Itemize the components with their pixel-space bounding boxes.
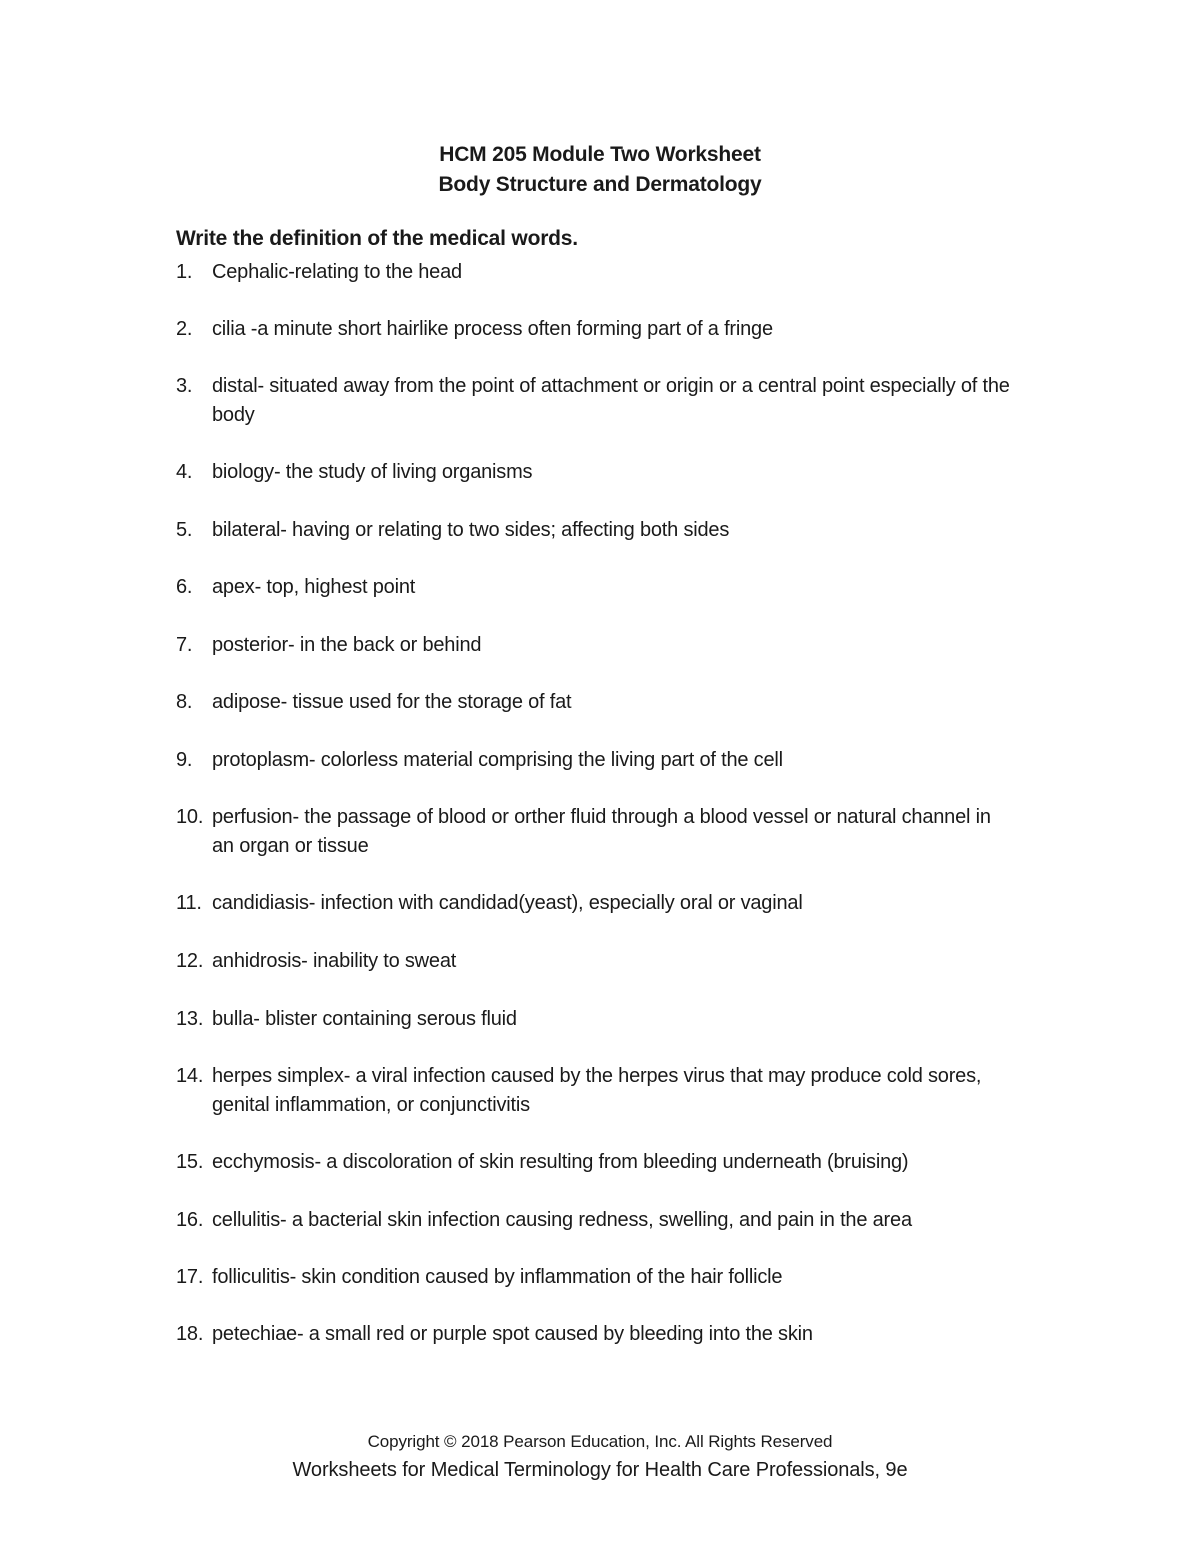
item-number: 11. [176,892,202,914]
list-item [176,631,1016,660]
book-title-line: Worksheets for Medical Terminology for Health Care Professionals, 9e [292,1459,908,1481]
item-text: candidiasis- infection with candidad(yeast), especially oral or vaginal [212,892,803,914]
item-number: 5. [176,519,193,541]
page-footer [0,1429,1200,1485]
item-text: ecchymosis- a discoloration of skin resulting from bleeding underneath (bruising) [212,1151,909,1173]
list-item [176,573,1016,602]
item-number: 7. [176,634,193,656]
list-item [176,803,1016,861]
item-text: distal- situated away from the point of attachment or origin or a central point especially of the body [212,375,1010,426]
list-item [176,1206,1016,1235]
item-text: bulla- blister containing serous fluid [212,1008,517,1030]
item-text: folliculitis- skin condition caused by inflammation of the hair follicle [212,1266,783,1288]
list-item [176,516,1016,545]
item-number: 8. [176,691,193,713]
item-number: 14. [176,1065,204,1087]
item-text: posterior- in the back or behind [212,634,482,656]
item-number: 12. [176,950,204,972]
item-text: anhidrosis- inability to sweat [212,950,457,972]
item-text: herpes simplex- a viral infection caused by the herpes virus that may produce cold sores, genital inflammation, or conjunctivitis [212,1065,982,1116]
item-text: apex- top, highest point [212,576,416,598]
item-number: 4. [176,461,193,483]
instruction-heading: Write the definition of the medical words. [176,227,578,250]
list-item [176,889,1016,918]
list-item [176,258,1016,287]
item-number: 17. [176,1266,204,1288]
list-item [176,688,1016,717]
list-item [176,1005,1016,1034]
item-text: perfusion- the passage of blood or orther fluid through a blood vessel or natural channel in an organ or tissue [212,806,991,857]
item-text: protoplasm- colorless material comprising the living part of the cell [212,749,783,771]
item-number: 13. [176,1008,204,1030]
item-number: 6. [176,576,193,598]
item-text: biology- the study of living organisms [212,461,533,483]
item-number: 18. [176,1323,204,1345]
list-item [176,458,1016,487]
list-item [176,947,1016,976]
list-item [176,1320,1016,1349]
copyright-line: Copyright © 2018 Pearson Education, Inc. All Rights Reserved [367,1432,833,1451]
item-text: Cephalic-relating to the head [212,261,462,283]
item-text: petechiae- a small red or purple spot caused by bleeding into the skin [212,1323,813,1345]
item-number: 2. [176,318,193,340]
item-number: 16. [176,1209,204,1231]
item-number: 10. [176,806,204,828]
list-item [176,1263,1016,1292]
list-item [176,1148,1016,1177]
title-block [0,140,1200,200]
item-number: 3. [176,375,193,397]
list-item [176,746,1016,775]
item-text: bilateral- having or relating to two sides; affecting both sides [212,519,730,541]
item-text: cellulitis- a bacterial skin infection causing redness, swelling, and pain in the area [212,1209,912,1231]
document-subtitle: Body Structure and Dermatology [438,173,762,196]
item-text: adipose- tissue used for the storage of fat [212,691,572,713]
list-item [176,1062,1016,1120]
list-item [176,372,1016,430]
list-item [176,315,1016,344]
document-title: HCM 205 Module Two Worksheet [439,143,761,166]
item-number: 15. [176,1151,204,1173]
item-number: 9. [176,749,193,771]
item-text: cilia -a minute short hairlike process often forming part of a fringe [212,318,773,340]
item-number: 1. [176,261,193,283]
